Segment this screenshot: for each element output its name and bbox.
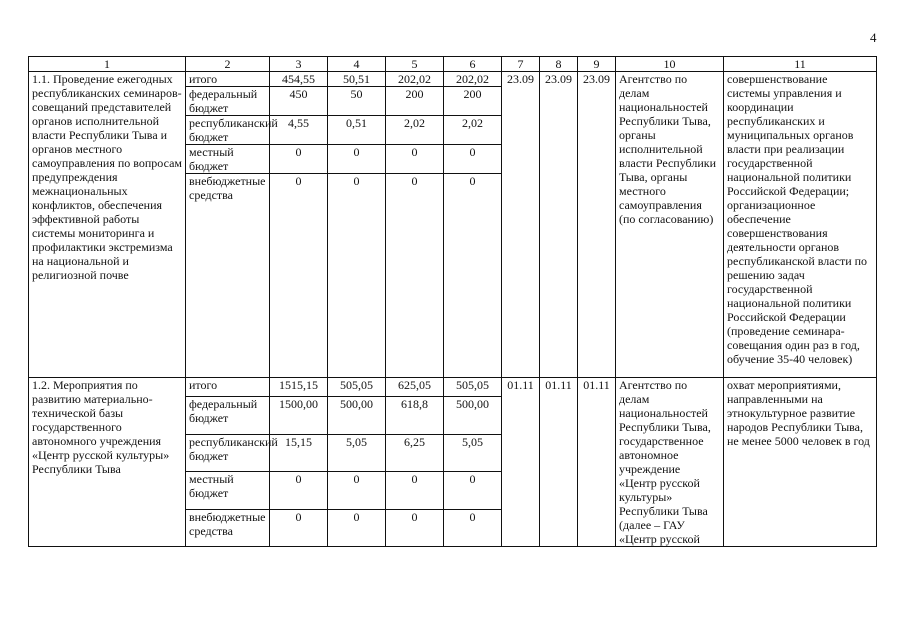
amount-year2: 200 bbox=[386, 87, 444, 116]
funding-source: федеральный бюджет bbox=[186, 397, 270, 434]
deadline-year1: 23.09 bbox=[502, 72, 540, 378]
amount-year2: 618,8 bbox=[386, 397, 444, 434]
responsible-executors: Агентство по делам национальностей Республики Тыва, органы исполнительной власти Республики Тыва, органы местного самоуправления (по согласованию) bbox=[616, 72, 724, 378]
header-cell: 10 bbox=[616, 57, 724, 72]
header-cell: 11 bbox=[724, 57, 877, 72]
funding-source: итого bbox=[186, 378, 270, 397]
amount-year2: 2,02 bbox=[386, 116, 444, 145]
amount-year3: 0 bbox=[444, 472, 502, 509]
amount-year2: 0 bbox=[386, 174, 444, 378]
header-cell: 5 bbox=[386, 57, 444, 72]
header-cell: 9 bbox=[578, 57, 616, 72]
deadline-year2: 01.11 bbox=[540, 378, 578, 547]
funding-source: республиканский бюджет bbox=[186, 434, 270, 471]
table-row bbox=[29, 72, 877, 87]
amount-year1: 50 bbox=[328, 87, 386, 116]
funding-source: внебюджетные средства bbox=[186, 509, 270, 546]
header-row bbox=[29, 57, 877, 72]
amount-year1: 0 bbox=[328, 472, 386, 509]
amount-year3: 0 bbox=[444, 509, 502, 546]
amount-year3: 505,05 bbox=[444, 378, 502, 397]
deadline-year1: 01.11 bbox=[502, 378, 540, 547]
deadline-year3: 01.11 bbox=[578, 378, 616, 547]
deadline-year3: 23.09 bbox=[578, 72, 616, 378]
expected-results: совершенствование системы управления и координации республиканских и муниципальных органов власти при реализации государственной национальной политики Российской Федерации; организационное обеспечение совершенствования деятельности органов республиканской власти по решению задач государственной национальной политики Российской Федерации (проведение семинара-совещания один раз в год, обучение 35-40 человек) bbox=[724, 72, 877, 378]
amount-year3: 500,00 bbox=[444, 397, 502, 434]
activity-title: 1.2. Мероприятия по развитию материально-технической базы государственного автономного учреждения «Центр русской культуры» Республики Тыва bbox=[29, 378, 186, 547]
header-cell: 2 bbox=[186, 57, 270, 72]
amount-year2: 0 bbox=[386, 472, 444, 509]
header-cell: 3 bbox=[270, 57, 328, 72]
amount-year2: 0 bbox=[386, 145, 444, 174]
responsible-executors: Агентство по делам национальностей Республики Тыва, государственное автономное учреждение «Центр русской культуры» Республики Тыва (далее – ГАУ «Центр русской bbox=[616, 378, 724, 547]
amount-year1: 5,05 bbox=[328, 434, 386, 471]
deadline-year2: 23.09 bbox=[540, 72, 578, 378]
page-number: 4 bbox=[870, 30, 877, 45]
funding-source: местный бюджет bbox=[186, 472, 270, 509]
amount-year2: 202,02 bbox=[386, 72, 444, 87]
amount-total: 0 bbox=[270, 509, 328, 546]
amount-total: 0 bbox=[270, 145, 328, 174]
funding-source: внебюджетные средства bbox=[186, 174, 270, 378]
amount-year1: 50,51 bbox=[328, 72, 386, 87]
amount-year1: 0 bbox=[328, 145, 386, 174]
amount-year1: 0 bbox=[328, 509, 386, 546]
table-row bbox=[29, 378, 877, 397]
amount-year2: 6,25 bbox=[386, 434, 444, 471]
amount-total: 4,55 bbox=[270, 116, 328, 145]
amount-year3: 200 bbox=[444, 87, 502, 116]
amount-total: 0 bbox=[270, 472, 328, 509]
amount-year3: 202,02 bbox=[444, 72, 502, 87]
amount-year1: 505,05 bbox=[328, 378, 386, 397]
amount-year3: 0 bbox=[444, 174, 502, 378]
funding-source: федеральный бюджет bbox=[186, 87, 270, 116]
amount-total: 15,15 bbox=[270, 434, 328, 471]
header-cell: 4 bbox=[328, 57, 386, 72]
header-cell: 6 bbox=[444, 57, 502, 72]
activity-title: 1.1. Проведение ежегодных республиканских семинаров-совещаний представителей органов исполнительной власти Республики Тыва и органов местного самоуправления по вопросам предупреждения межнациональных конфликтов, обеспечения эффективной работы системы мониторинга и профилактики экстремизма на национальной и религиозной почве bbox=[29, 72, 186, 378]
amount-total: 1500,00 bbox=[270, 397, 328, 434]
amount-year1: 0 bbox=[328, 174, 386, 378]
amount-year3: 5,05 bbox=[444, 434, 502, 471]
amount-total: 0 bbox=[270, 174, 328, 378]
amount-year2: 625,05 bbox=[386, 378, 444, 397]
amount-year1: 500,00 bbox=[328, 397, 386, 434]
header-cell: 1 bbox=[29, 57, 186, 72]
funding-source: республиканский бюджет bbox=[186, 116, 270, 145]
amount-total: 450 bbox=[270, 87, 328, 116]
expected-results: охват мероприятиями, направленными на этнокультурное развитие народов Республики Тыва, не менее 5000 человек в год bbox=[724, 378, 877, 547]
amount-year1: 0,51 bbox=[328, 116, 386, 145]
amount-year3: 0 bbox=[444, 145, 502, 174]
program-table bbox=[28, 56, 877, 547]
amount-year3: 2,02 bbox=[444, 116, 502, 145]
amount-total: 454,55 bbox=[270, 72, 328, 87]
header-cell: 8 bbox=[540, 57, 578, 72]
funding-source: итого bbox=[186, 72, 270, 87]
amount-total: 1515,15 bbox=[270, 378, 328, 397]
funding-source: местный бюджет bbox=[186, 145, 270, 174]
amount-year2: 0 bbox=[386, 509, 444, 546]
header-cell: 7 bbox=[502, 57, 540, 72]
